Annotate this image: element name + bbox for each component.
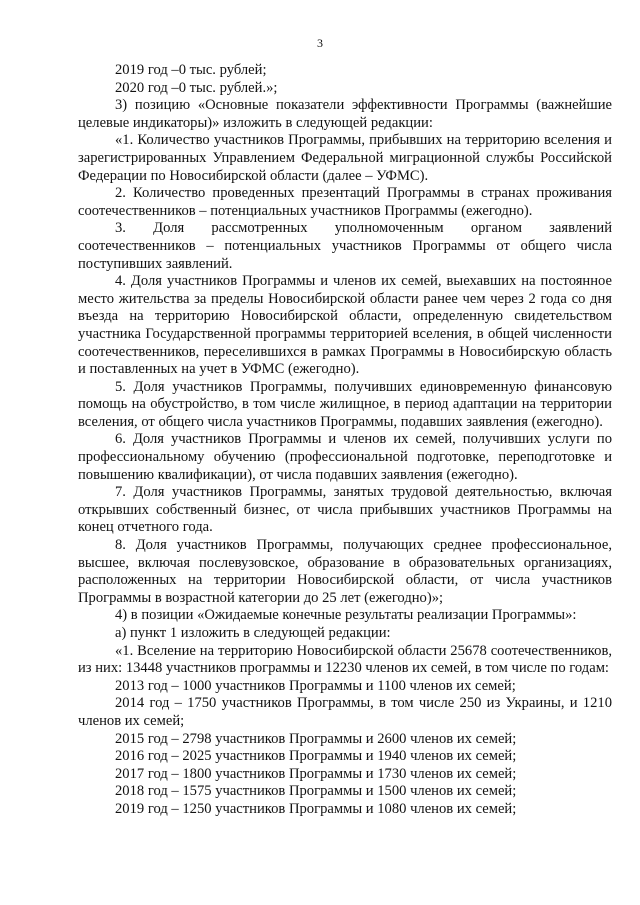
paragraph: 2014 год – 1750 участников Программы, в том числе 250 из Украины, и 1210 членов их семей;	[78, 695, 612, 729]
document-body	[78, 62, 612, 819]
paragraph: «1. Количество участников Программы, прибывших на территорию вселения и зарегистрированных Управлением Федеральной миграционной службы Российской Федерации по Новосибирской области (далее – УФМС).	[78, 132, 612, 184]
paragraph: 2017 год – 1800 участников Программы и 1730 членов их семей;	[115, 765, 517, 782]
paragraph: 3) позицию «Основные показатели эффективности Программы (важнейшие целевые индикаторы)» изложить в следующей редакции:	[78, 97, 612, 131]
paragraph: 2013 год – 1000 участников Программы и 1100 членов их семей;	[115, 677, 516, 694]
paragraph: 2019 год – 1250 участников Программы и 1080 членов их семей;	[115, 800, 517, 817]
page-number: 3	[317, 36, 323, 50]
paragraph: 4. Доля участников Программы и членов их семей, выехавших на постоянное место жительства за пределы Новосибирской области ранее чем через 2 года со дня въезда на территорию Новосибирской области, определенную свидетельством участника Государственной программы территорией вселения, в общей численности соотечественников, переселившихся в рамках Программы в Новосибирскую область и поставленных на учет в УФМС (ежегодно).	[78, 273, 612, 378]
paragraph: 3. Доля рассмотренных уполномоченным органом заявлений соотечественников – потенциальных участников Программы от общего числа поступивших заявлений.	[78, 220, 612, 272]
paragraph: 6. Доля участников Программы и членов их семей, получивших услуги по профессиональному обучению (профессиональной подготовке, переподготовке и повышению квалификации), от числа подавших заявления (ежегодно).	[78, 431, 612, 483]
paragraph: 2016 год – 2025 участников Программы и 1940 членов их семей;	[115, 748, 517, 765]
paragraph: 5. Доля участников Программы, получивших единовременную финансовую помощь на обустройство, в том числе жилищное, в период адаптации на территории вселения, от общего числа участников Программы, подавших заявления (ежегодно).	[78, 378, 612, 430]
paragraph: 2020 год –0 тыс. рублей.»;	[115, 79, 278, 96]
paragraph: 2018 год – 1575 участников Программы и 1500 членов их семей;	[115, 783, 517, 800]
paragraph: 8. Доля участников Программы, получающих среднее профессиональное, высшее, включая послевузовское, образование в образовательных организациях, расположенных на территории Новосибирской области, от числа участников Программы в возрастной категории до 25 лет (ежегодно)»;	[78, 537, 612, 606]
paragraph: 7. Доля участников Программы, занятых трудовой деятельностью, включая открывших собственный бизнес, от числа прибывших участников Программы на конец отчетного года.	[78, 484, 612, 536]
paragraph: 2019 год –0 тыс. рублей;	[115, 62, 267, 78]
paragraph: а) пункт 1 изложить в следующей редакции:	[115, 625, 391, 641]
paragraph: «1. Вселение на территорию Новосибирской области 25678 соотечественников, из них: 13448 участников программы и 12230 членов их семей, в том числе по годам:	[78, 642, 612, 677]
paragraph: 2015 год – 2798 участников Программы и 2600 членов их семей;	[115, 730, 517, 747]
paragraph: 4) в позиции «Ожидаемые конечные результаты реализации Программы»:	[115, 607, 577, 624]
paragraph: 2. Количество проведенных презентаций Программы в странах проживания соотечественников – потенциальных участников Программы (ежегодно).	[78, 185, 612, 219]
